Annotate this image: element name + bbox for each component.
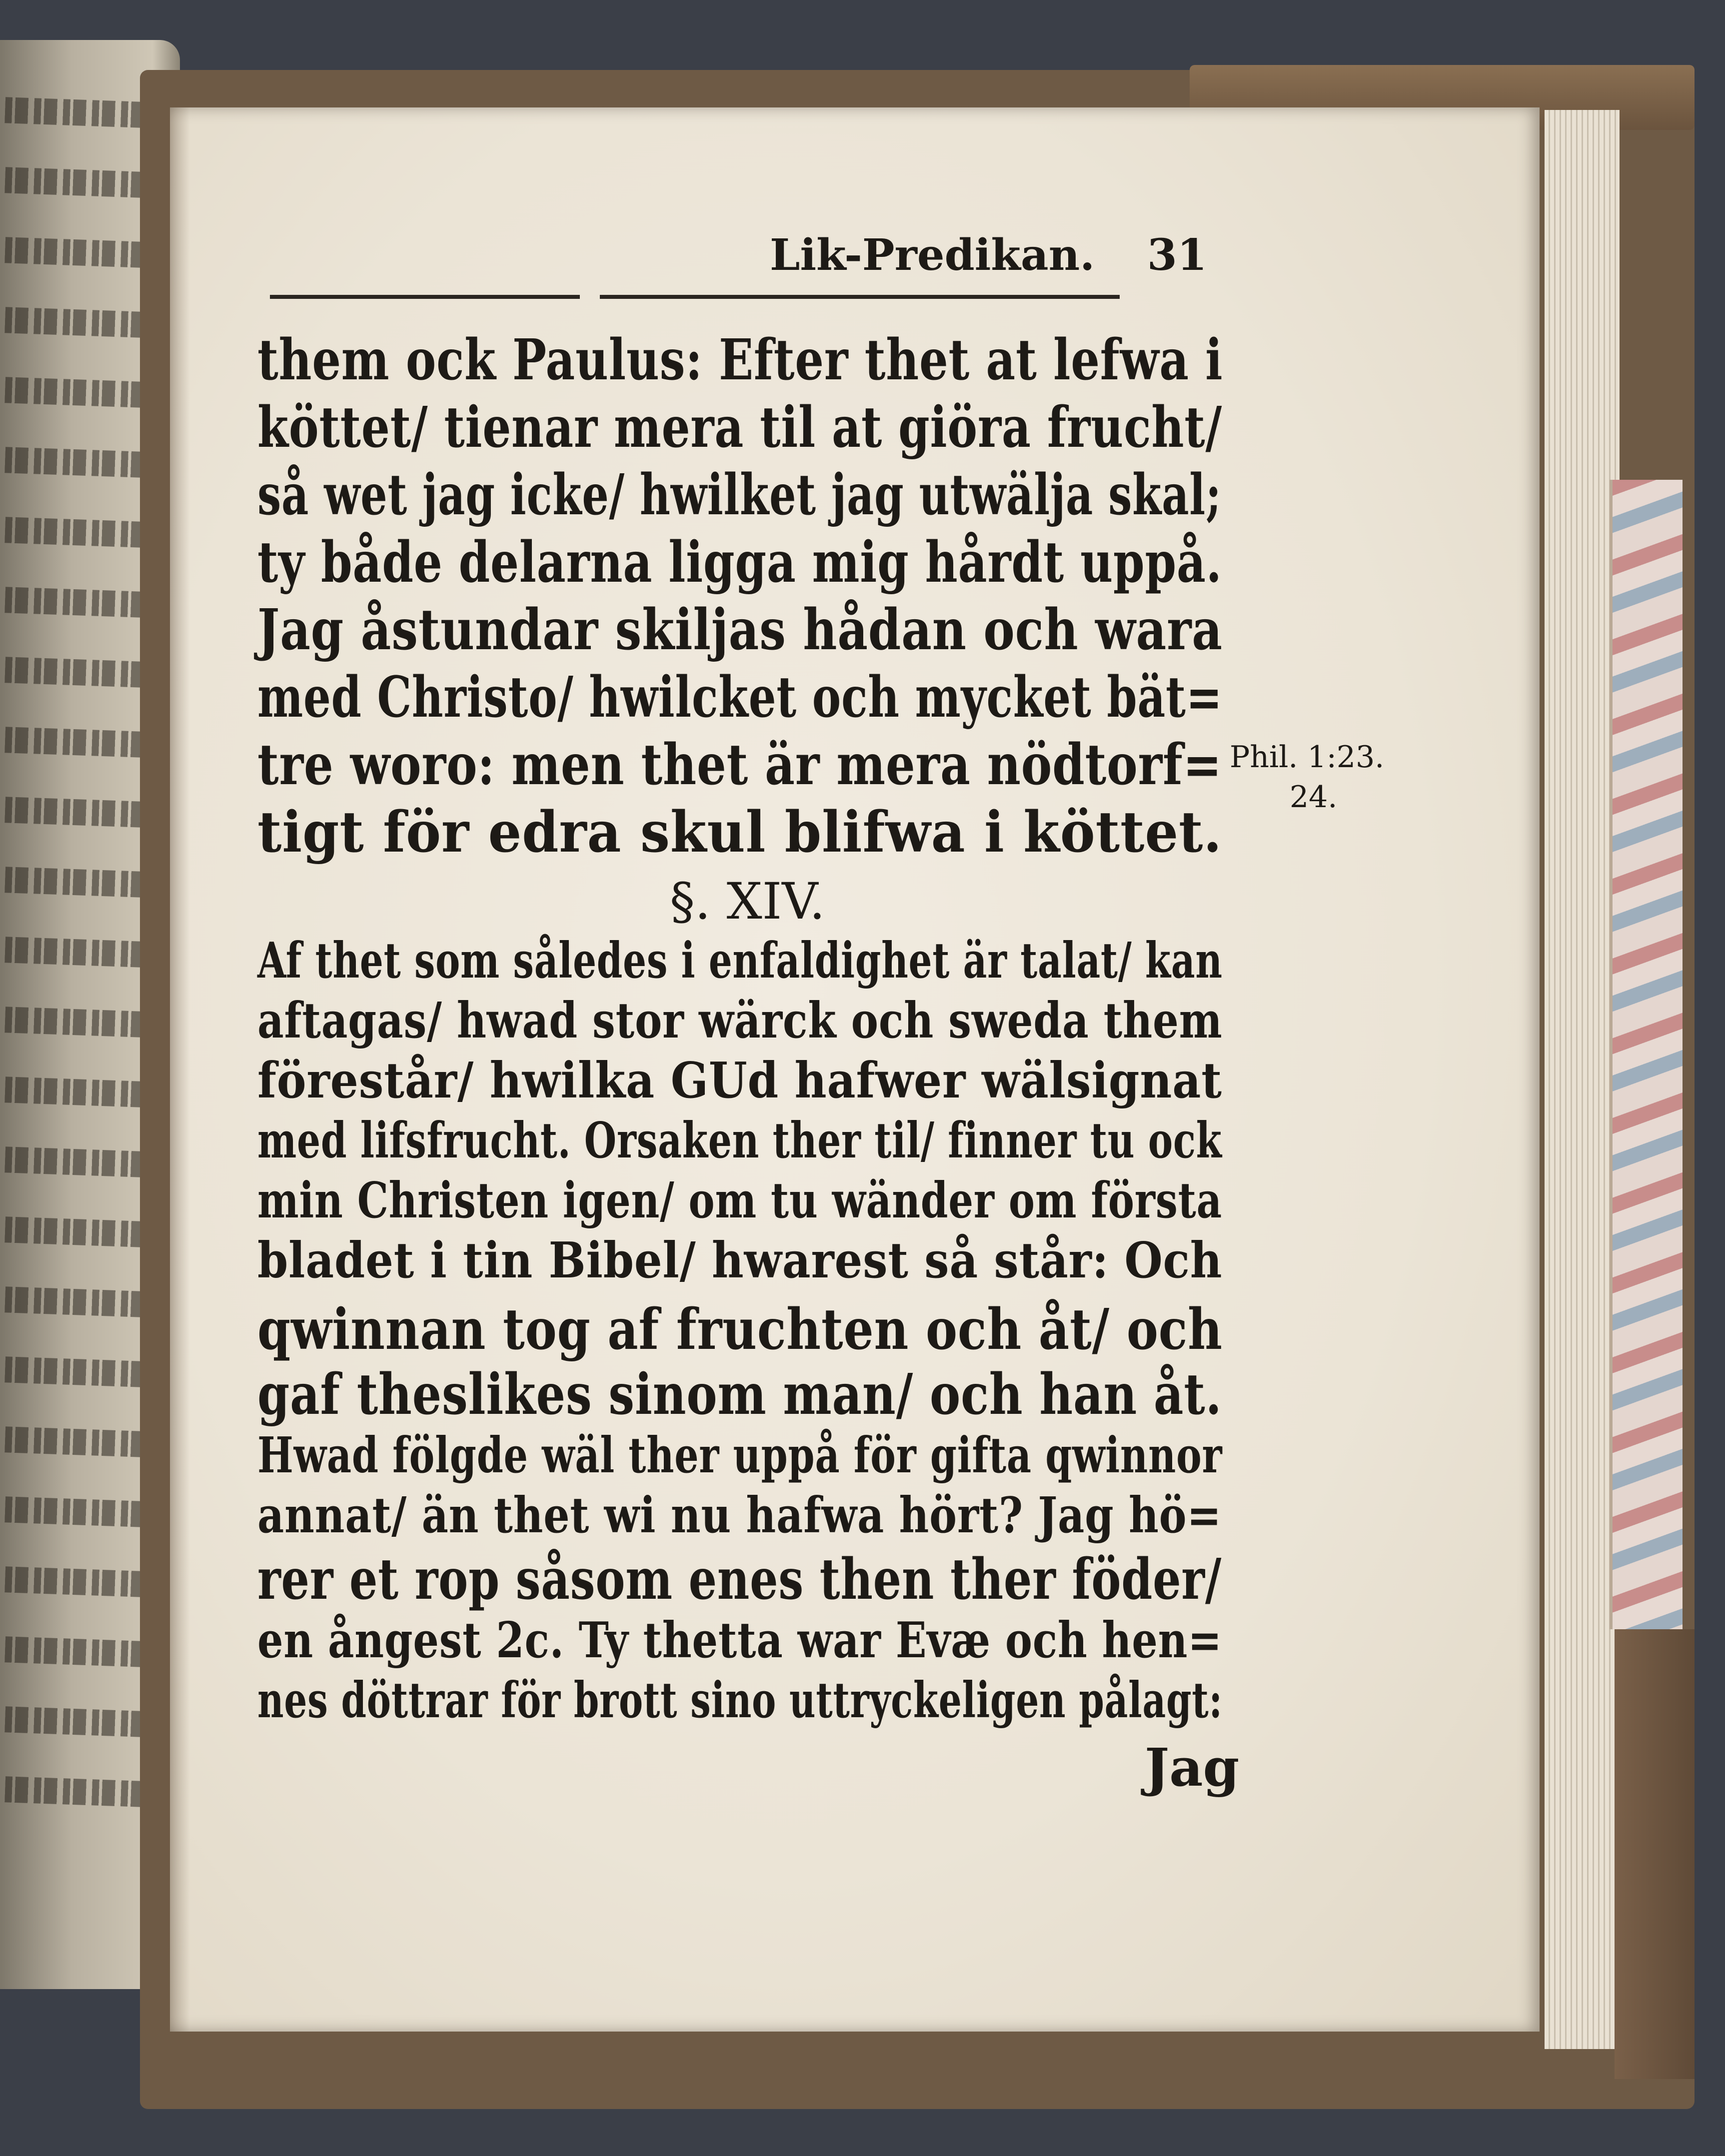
text-line: med Christo/ hwilcket och mycket bät= [257, 665, 1223, 730]
text-line: annat/ än thet wi nu hafwa hört? Jag hö= [257, 1487, 1222, 1544]
catchword: Jag [1145, 1737, 1240, 1798]
text-line: en ångest 2c. Ty thetta war Evæ och hen= [257, 1612, 1222, 1669]
text-line: Jag åstundar skiljas hådan och wara [257, 597, 1223, 663]
text-line: Hwad fölgde wäl ther uppå för gifta qwinnor [257, 1427, 1223, 1484]
margin-reference: Phil. 1:23. [1230, 740, 1385, 775]
text-line: ty både delarna ligga mig hårdt uppå. [257, 530, 1222, 595]
marbled-endpaper [1610, 480, 1683, 1629]
text-line: köttet/ tienar mera til at giöra frucht/ [257, 395, 1223, 460]
section-heading: §. XIV. [670, 872, 825, 931]
text-line: nes döttrar för brott sino uttryckeligen pålagt: [257, 1672, 1223, 1729]
page-gutter-shadow [170, 107, 190, 2032]
text-line: aftagas/ hwad stor wärck och sweda them [257, 992, 1223, 1050]
text-line: Af thet som således i enfaldighet är talat/ kan [257, 932, 1223, 990]
header-rule-right [600, 295, 1120, 299]
text-line: tigt för edra skul blifwa i köttet. [257, 800, 1222, 865]
margin-reference-continued: 24. [1290, 780, 1338, 815]
page-number: 31 [1147, 230, 1207, 280]
page-edges [1545, 110, 1620, 2049]
text-line: gaf theslikes sinom man/ och han åt. [257, 1362, 1222, 1427]
text-line: tre woro: men thet är mera nödtorf= [257, 732, 1222, 798]
text-line: bladet i tin Bibel/ hwarest så står: Och [257, 1232, 1223, 1289]
text-line: förestår/ hwilka GUd hafwer wälsignat [257, 1052, 1222, 1109]
text-line: min Christen igen/ om tu wänder om första [257, 1172, 1223, 1229]
text-line: qwinnan tog af fruchten och åt/ och [257, 1297, 1223, 1362]
text-line: med lifsfrucht. Orsaken ther til/ finner tu ock [257, 1112, 1222, 1169]
text-line: så wet jag icke/ hwilket jag utwälja skal; [257, 462, 1222, 528]
running-head: Lik-Predikan. [770, 230, 1095, 280]
text-line: them ock Paulus: Efter thet at lefwa i [257, 327, 1223, 393]
text-line: rer et rop såsom enes then ther föder/ [257, 1547, 1222, 1612]
book-page [170, 107, 1540, 2032]
header-rule-left [270, 295, 580, 299]
leather-binding-right [1615, 1629, 1695, 2079]
